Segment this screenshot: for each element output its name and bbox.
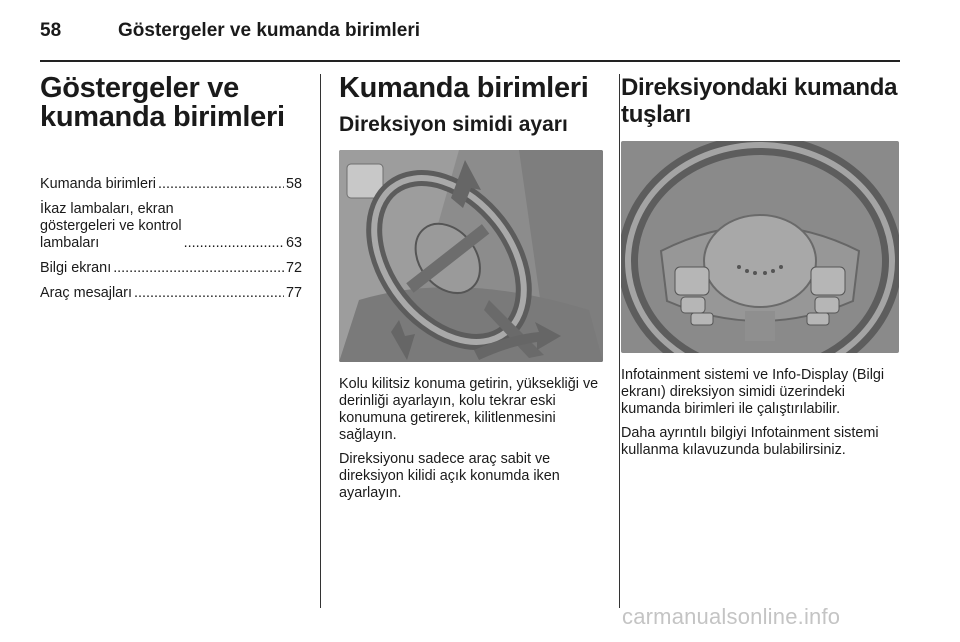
right-column: [621, 74, 901, 466]
subsection-title: Direksiyon simidi ayarı: [339, 113, 568, 136]
section-title: Direksiyondaki kumanda tuşları: [621, 74, 898, 128]
toc-item-text: İkaz lambaları, ekran göstergeleri ve kontrol lambaları: [40, 201, 182, 251]
steering-adjust-illustration: [339, 150, 603, 362]
column-divider: [320, 74, 321, 608]
header-rule: [40, 60, 900, 62]
toc-item-page: 77: [285, 285, 302, 301]
toc-item[interactable]: [40, 260, 302, 277]
toc-leader: [184, 235, 284, 252]
toc-item-page: 58: [285, 176, 302, 192]
paragraph: Infotainment sistemi ve Info-Display (Bilgi ekranı) direksiyon simidi üzerindeki kumanda birimleri ile çalıştırılabilir.: [621, 367, 885, 417]
paragraph: Direksiyonu sadece araç sabit ve direksiyon kilidi açık konumda iken ayarlayın.: [339, 451, 560, 501]
toc-item-page: 72: [285, 260, 302, 276]
page-header: [40, 14, 900, 50]
paragraph: Daha ayrıntılı bilgiyi Infotainment sistemi kullanma kılavuzunda bulabilirsiniz.: [621, 425, 879, 458]
column-divider: [619, 74, 620, 608]
toc-item-text: Bilgi ekranı: [40, 260, 112, 276]
table-of-contents: [40, 176, 302, 302]
toc-item-page: 63: [285, 235, 302, 251]
toc-item-text: Kumanda birimleri: [40, 176, 156, 192]
steering-controls-illustration: [621, 141, 899, 353]
toc-item[interactable]: [40, 285, 302, 302]
steering-adjust-drawing: [339, 150, 603, 362]
toc-item[interactable]: [40, 176, 302, 193]
running-title: Göstergeler ve kumanda birimleri: [118, 20, 421, 41]
left-column: [40, 74, 302, 310]
section-title: Kumanda birimleri: [339, 72, 589, 104]
chapter-title: Göstergeler ve kumanda birimleri: [40, 72, 285, 133]
paragraph: Kolu kilitsiz konuma getirin, yüksekliği ve derinliği ayarlayın, kolu tekrar eski konumuna getirerek, kilitlenmesini sağlayın.: [339, 376, 599, 443]
toc-leader: [113, 260, 284, 277]
toc-item[interactable]: [40, 201, 302, 252]
toc-item-text: Araç mesajları: [40, 285, 132, 301]
page-number: 58: [40, 20, 62, 41]
watermark: carmanualsonline.info: [622, 604, 841, 629]
toc-leader: [158, 176, 284, 193]
steering-controls-drawing: [621, 141, 899, 353]
middle-column: [339, 74, 603, 509]
toc-leader: [134, 285, 284, 302]
